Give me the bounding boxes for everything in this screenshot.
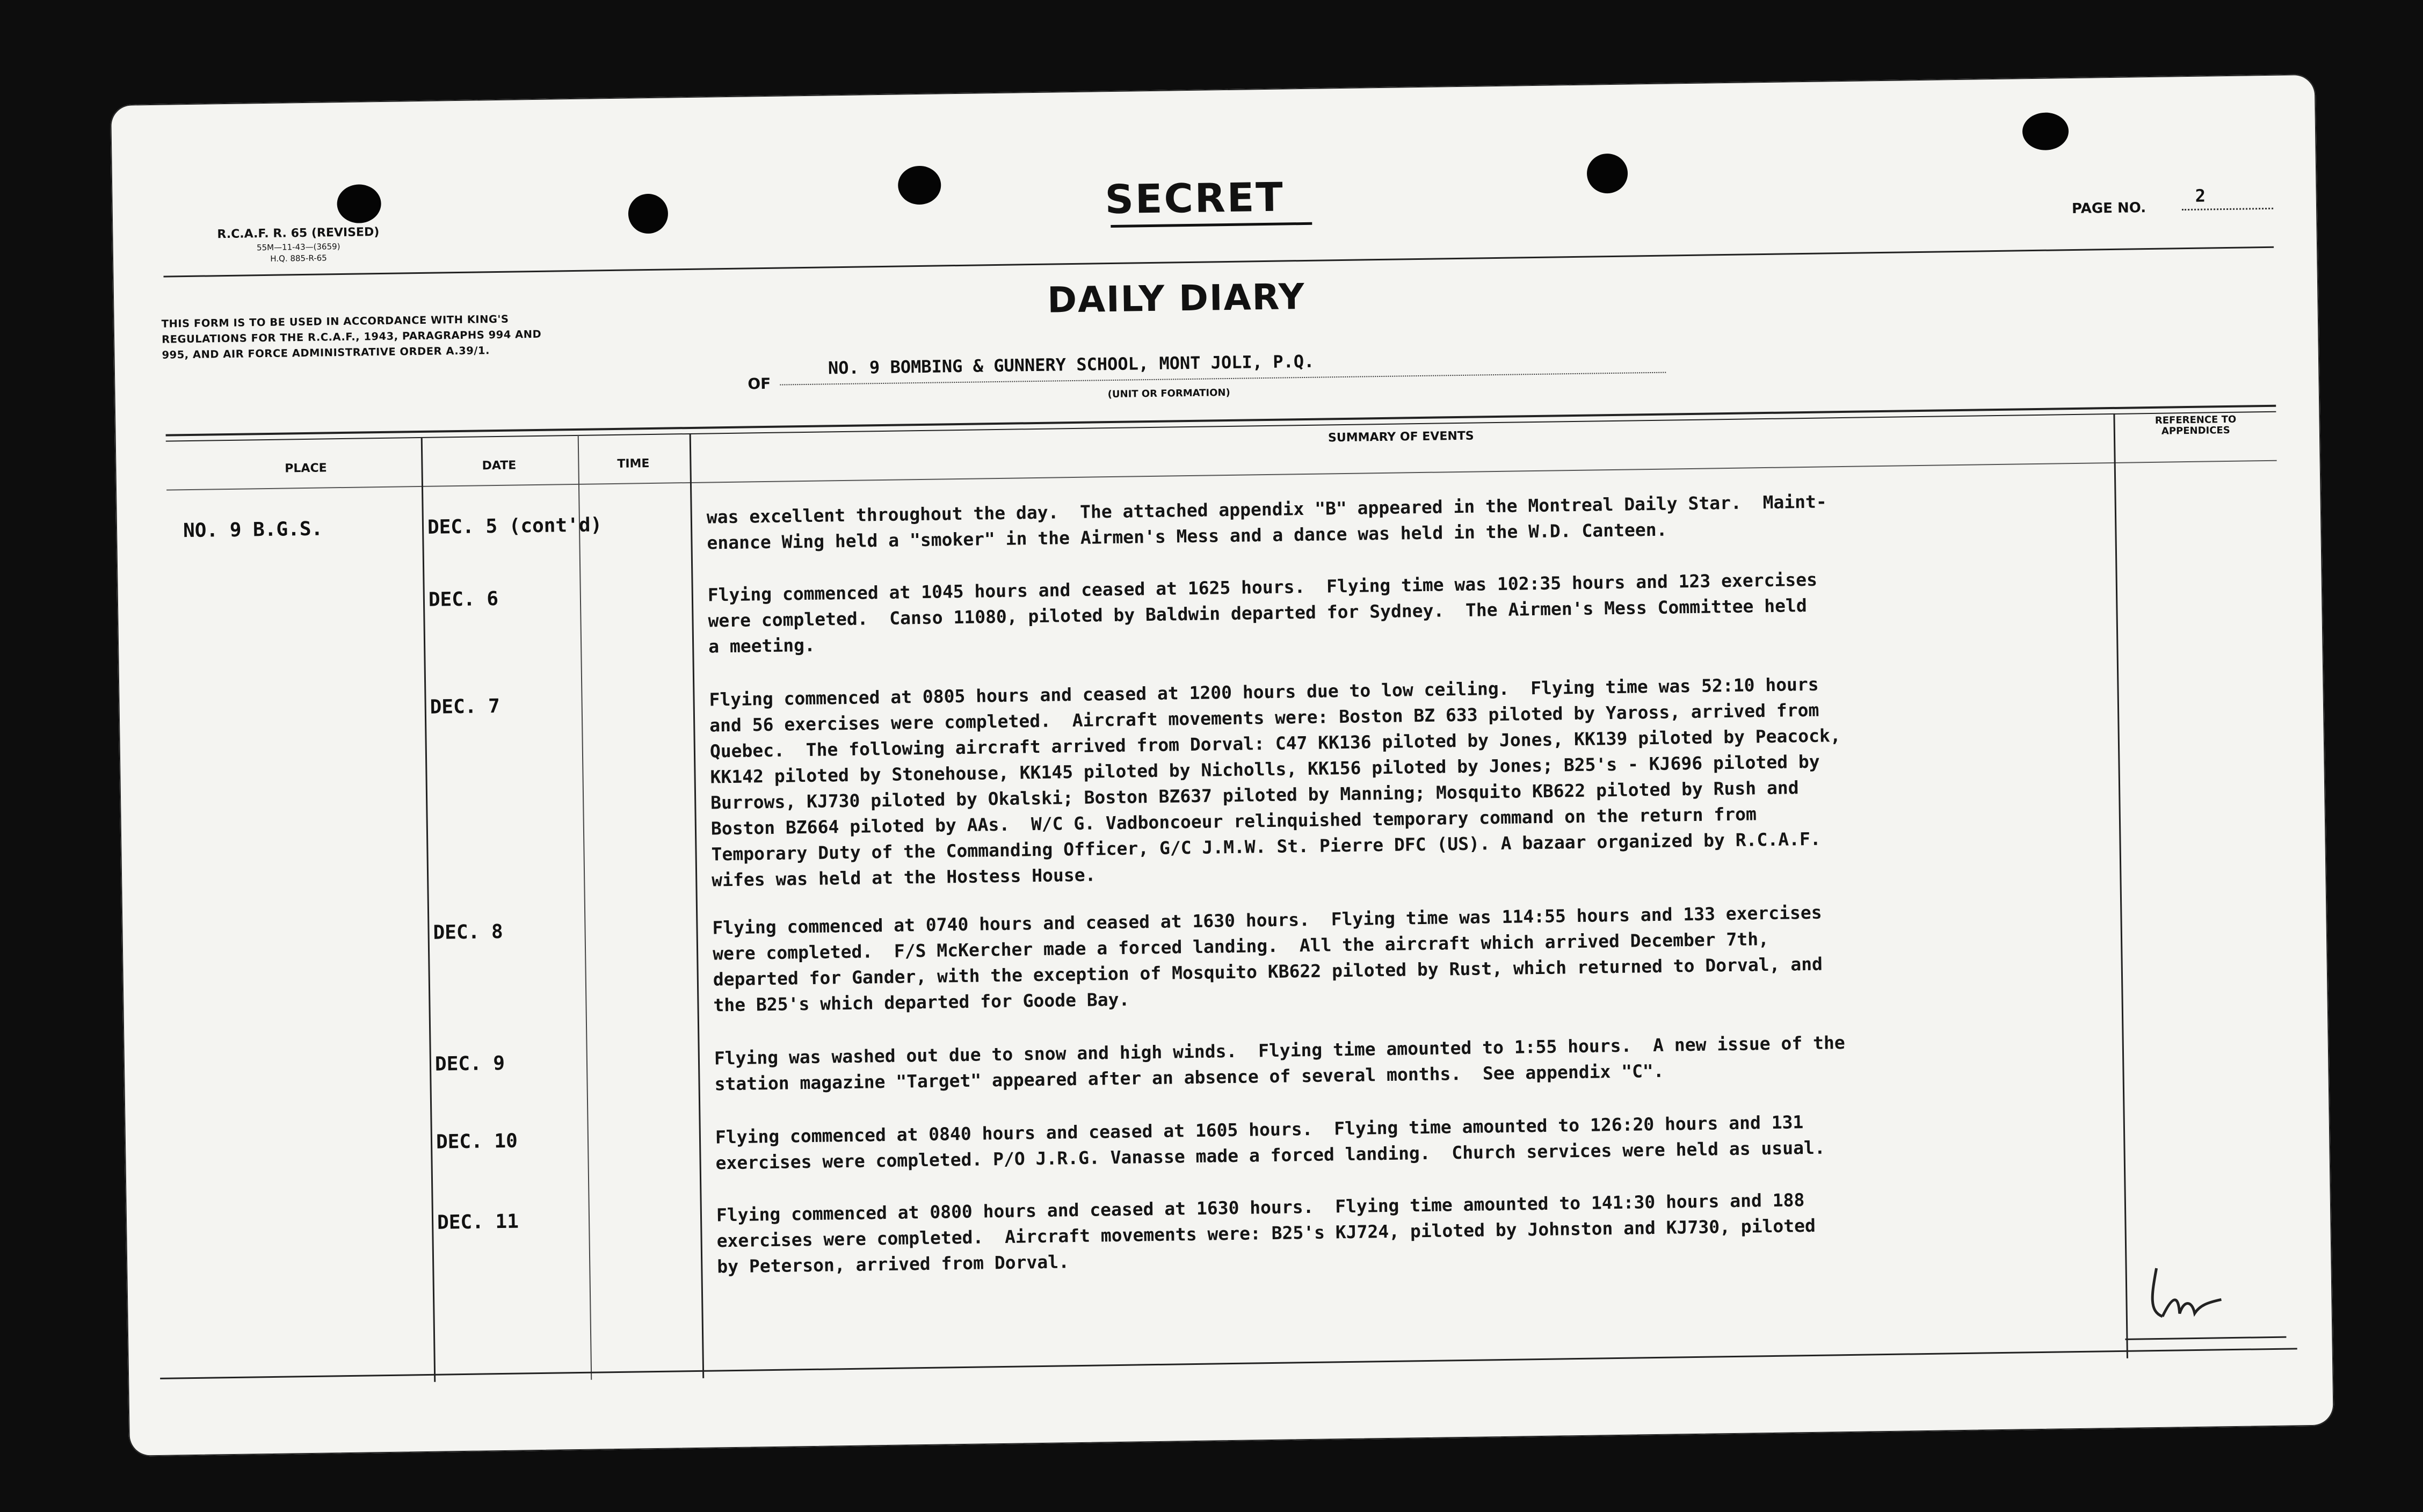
punch-hole [337, 184, 381, 223]
column-header-time: TIME [617, 457, 650, 471]
table-bottom-rule [160, 1348, 2297, 1379]
page-number-value: 2 [2195, 185, 2206, 206]
handwritten-initials [2145, 1262, 2232, 1343]
regulation-notice: THIS FORM IS TO BE USED IN ACCORDANCE WITH KING'S REGULATIONS FOR THE R.C.A.F., 1943, PARAGRAPHS 994 AND 995, AND AIR FORCE ADMINISTRATIVE ORDER A.39/1. [161, 312, 542, 361]
page-number-line [2182, 208, 2273, 210]
unit-name: NO. 9 BOMBING & GUNNERY SCHOOL, MONT JOLI, P.Q. [828, 351, 1315, 379]
form-title: DAILY DIARY [1047, 275, 1306, 321]
form-code-line: 55M—11-43—(3659) [256, 242, 340, 253]
entry-date: DEC. 6 [428, 587, 499, 611]
entry-date: DEC. 7 [430, 695, 500, 718]
entry-date: DEC. 5 (cont'd) [427, 514, 603, 539]
column-header-summary: SUMMARY OF EVENTS [1327, 429, 1474, 445]
secret-underline [1111, 222, 1312, 228]
entry-text: Flying commenced at 0800 hours and ceased at 1630 hours. Flying time amounted to 141:30 hours and 188 exercises were completed. Aircraft movements were: B25's KJ724, piloted by Johnston and KJ730, piloted by Peterson, arrived from Dorval. [716, 1189, 1816, 1277]
secret-title: SECRET [1105, 174, 1285, 223]
place-value: NO. 9 B.G.S. [183, 518, 323, 542]
column-divider [690, 433, 705, 1378]
column-header-reference: REFERENCE TO APPENDICES [2154, 413, 2237, 437]
form-code-line: H.Q. 885-R-65 [270, 253, 327, 264]
punch-hole [1587, 154, 1628, 194]
entry-date: DEC. 11 [437, 1210, 519, 1234]
entry-date: DEC. 9 [434, 1052, 505, 1075]
entry-text: was excellent throughout the day. The attached appendix "B" appeared in the Montreal Daily Star. Maint- enance Wing held a "smoker" in the Airmen's Mess and a dance was held in the W.D. Canteen. [706, 491, 1827, 554]
entry-text: Flying commenced at 1045 hours and ceased at 1625 hours. Flying time was 102:35 hours and 123 exercises were completed. Canso 11080, piloted by Baldwin departed for Sydney. The Airmen's Mess Committee held a meeting. [707, 569, 1818, 657]
unit-caption: (UNIT OR FORMATION) [1107, 387, 1230, 401]
form-code-line: R.C.A.F. R. 65 (REVISED) [217, 226, 380, 242]
punch-hole [898, 165, 941, 205]
column-divider [2113, 413, 2128, 1358]
of-label: OF [748, 374, 771, 393]
entry-text: Flying commenced at 0840 hours and ceased at 1605 hours. Flying time amounted to 126:20 hours and 131 exercises were completed. P/O J.R.G. Vanasse made a forced landing. Church services were held as usual. [715, 1111, 1825, 1174]
punch-hole [2022, 112, 2069, 150]
diary-form [110, 74, 2334, 1457]
entry-text: Flying commenced at 0740 hours and ceased at 1630 hours. Flying time was 114:55 hours and 133 exercises were completed. F/S McKercher made a forced landing. All the aircraft which arrived December 7th, departed for Gander, with the exception of Mosquito KB622 piloted by Rust, which returned to Dorval, and the B25's which departed for Goode Bay. [712, 902, 1823, 1016]
entry-date: DEC. 8 [433, 920, 503, 944]
punch-hole [628, 194, 668, 234]
column-divider [421, 437, 436, 1382]
header-rule [163, 246, 2274, 278]
form-code [172, 224, 425, 266]
column-header-date: DATE [482, 459, 517, 473]
entry-text: Flying commenced at 0805 hours and ceased at 1200 hours due to low ceiling. Flying time was 52:10 hours and 56 exercises were completed. Aircraft movements were: Boston BZ 633 piloted by Yaross, arrived from Quebec. The following aircraft arrived from Dorval: C47 KK136 piloted by Jones, KK139 piloted by Peacock, KK142 piloted by Stonehouse, KK145 piloted by Nicholls, KK156 piloted by Jones; B25's - KJ696 piloted by Burrows, KJ730 piloted by Okalski; Boston BZ637 piloted by Manning; Mosquito KB622 piloted by Rush and Boston BZ664 piloted by AAs. W/C G. Vadboncoeur relinquished temporary command on the return from Temporary Duty of the Commanding Officer, G/C J.M.W. St. Pierre DFC (US). A bazaar organized by R.C.A.F. wifes was held at the Hostess House. [709, 673, 1841, 891]
entry-text: Flying was washed out due to snow and high winds. Flying time amounted to 1:55 hours. A new issue of the station magazine "Target" appeared after an absence of several months. See appendix "C". [714, 1032, 1845, 1095]
column-header-place: PLACE [285, 461, 327, 476]
page-number-label: PAGE NO. [2071, 200, 2146, 217]
signature-icon [2145, 1262, 2232, 1327]
entry-date: DEC. 10 [436, 1130, 518, 1153]
column-divider [578, 435, 592, 1380]
